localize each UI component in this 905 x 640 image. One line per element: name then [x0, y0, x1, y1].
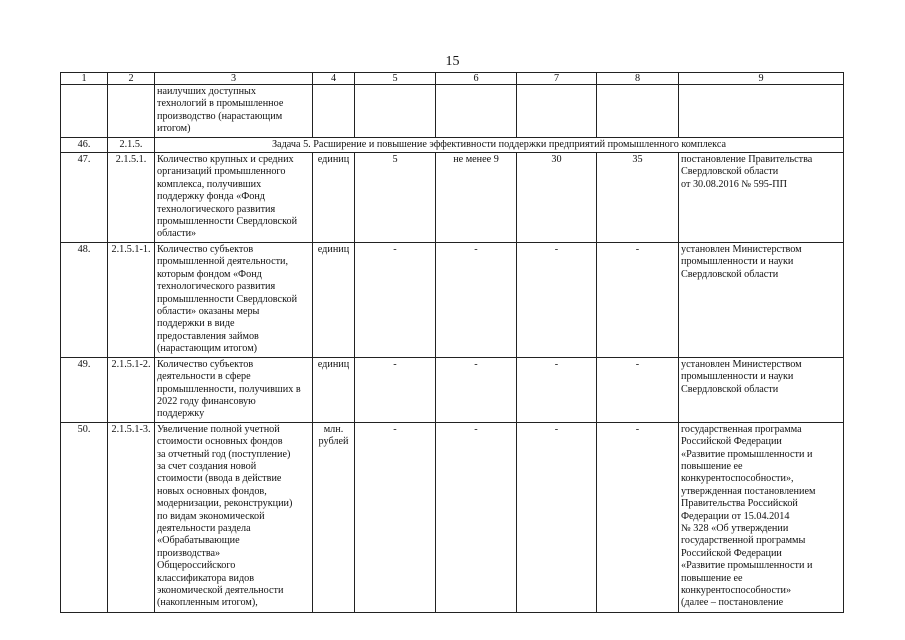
indicator-code: 2.1.5.1. [108, 153, 155, 243]
value-col6: не менее 9 [436, 153, 517, 243]
indicator-code: 2.1.5.1-2. [108, 357, 155, 422]
source-document [679, 85, 844, 138]
value-col5: 5 [355, 153, 436, 243]
value-col6: - [436, 357, 517, 422]
value-col7: 30 [517, 153, 597, 243]
table-row [61, 357, 844, 422]
table-row [61, 422, 844, 612]
column-header: 2 [108, 73, 155, 85]
row-number: 48. [61, 243, 108, 358]
indicator-name: Увеличение полной учетной стоимости основных фондов за отчетный год (поступление) за счет создания новой стоимости (ввода в действие новых основных фондов, модернизации, реконструкции) по видам экономической деятельности раздела «Обрабатывающие производства» Общероссийского классификатора видов экономической деятельности (накопленным итогом), [155, 422, 313, 612]
indicator-code: 2.1.5.1-3. [108, 422, 155, 612]
indicator-name: Количество крупных и средних организаций промышленного комплекса, получивших поддержку фонда «Фонд технологического развития промышленности Свердловской области» [155, 153, 313, 243]
value-col6 [436, 85, 517, 138]
unit: единиц [313, 153, 355, 243]
indicator-name: наилучших доступных технологий в промышленное производство (нарастающим итогом) [155, 85, 313, 138]
value-col6: - [436, 243, 517, 358]
table-row [61, 243, 844, 358]
column-header: 9 [679, 73, 844, 85]
indicator-code [108, 85, 155, 138]
column-header: 7 [517, 73, 597, 85]
column-header: 3 [155, 73, 313, 85]
indicator-code: 2.1.5. [108, 137, 155, 152]
value-col5: - [355, 243, 436, 358]
column-header: 4 [313, 73, 355, 85]
value-col8: - [597, 243, 679, 358]
value-col7: - [517, 422, 597, 612]
table-header-row [61, 73, 844, 85]
indicator-code: 2.1.5.1-1. [108, 243, 155, 358]
value-col7 [517, 85, 597, 138]
row-number: 46. [61, 137, 108, 152]
value-col5 [355, 85, 436, 138]
value-col5: - [355, 357, 436, 422]
unit [313, 85, 355, 138]
indicator-name: Количество субъектов промышленной деятельности, которым фондом «Фонд технологического развития промышленности Свердловской области» оказаны меры поддержки в виде предоставления займов (нарастающим итогом) [155, 243, 313, 358]
source-document: постановление Правительства Свердловской области от 30.08.2016 № 595-ПП [679, 153, 844, 243]
value-col6: - [436, 422, 517, 612]
column-header: 8 [597, 73, 679, 85]
value-col7: - [517, 357, 597, 422]
unit: единиц [313, 357, 355, 422]
indicators-table [60, 72, 844, 613]
column-header: 1 [61, 73, 108, 85]
source-document: государственная программа Российской Федерации «Развитие промышленности и повышение ее конкурентоспособности», утвержденная постановлением Правительства Российской Федерации от 15.04.2014 № 328 «Об утверждении государственной программы Российской Федерации «Развитие промышленности и повышение ее конкурентоспособности» (далее – постановление [679, 422, 844, 612]
table-row [61, 153, 844, 243]
value-col7: - [517, 243, 597, 358]
row-number [61, 85, 108, 138]
value-col8: - [597, 357, 679, 422]
value-col8: - [597, 422, 679, 612]
indicator-name: Количество субъектов деятельности в сфере промышленности, получивших в 2022 году финансовую поддержку [155, 357, 313, 422]
column-header: 5 [355, 73, 436, 85]
value-col5: - [355, 422, 436, 612]
value-col8: 35 [597, 153, 679, 243]
column-header: 6 [436, 73, 517, 85]
unit: млн. рублей [313, 422, 355, 612]
task-title: Задача 5. Расширение и повышение эффективности поддержки предприятий промышленного комплекса [155, 137, 844, 152]
page-number: 15 [445, 54, 460, 69]
task-row [61, 137, 844, 152]
table-row [61, 85, 844, 138]
source-document: установлен Министерством промышленности и науки Свердловской области [679, 243, 844, 358]
row-number: 49. [61, 357, 108, 422]
source-document: установлен Министерством промышленности и науки Свердловской области [679, 357, 844, 422]
row-number: 47. [61, 153, 108, 243]
unit: единиц [313, 243, 355, 358]
row-number: 50. [61, 422, 108, 612]
value-col8 [597, 85, 679, 138]
